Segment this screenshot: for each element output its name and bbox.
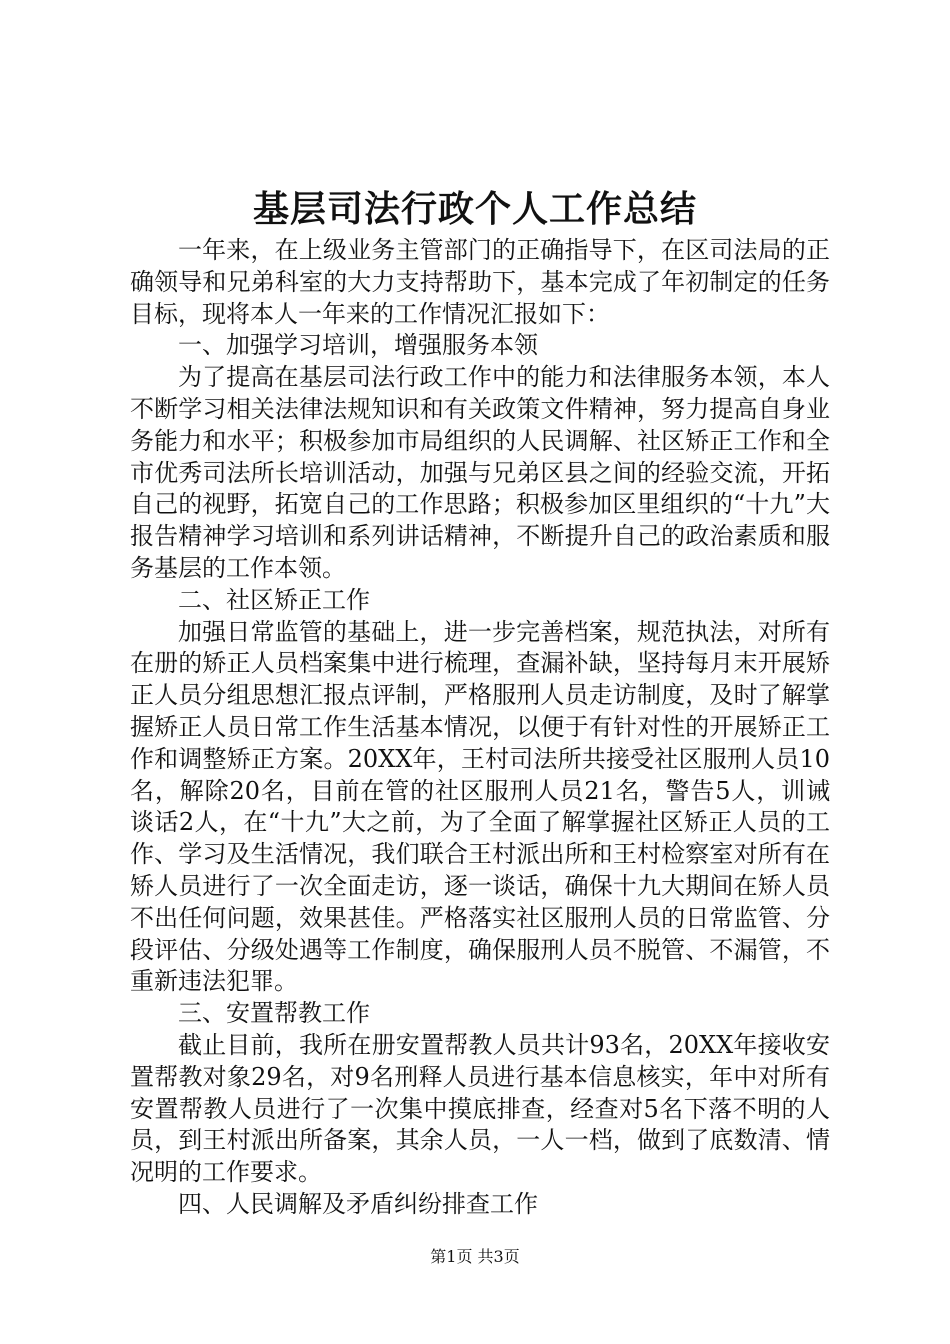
paragraph-study-training: 为了提高在基层司法行政工作中的能力和法律服务本领，本人不断学习相关法律法规知识和有关政策文件精神，努力提高自身业务能力和水平；积极参加市局组织的人民调解、社区矫正工作和全市优秀司法所长培训活动，加强与兄弟区县之间的经验交流，开拓自己的视野，拓宽自己的工作思路；积极参加区里组织的“十九”大报告精神学习培训和系列讲话精神，不断提升自己的政治素质和服务基层的工作本领。: [130, 363, 830, 582]
page-number-footer: 第1页 共3页: [430, 1247, 520, 1266]
document-title: 基层司法行政个人工作总结: [252, 188, 697, 230]
section-heading-4: 四、人民调解及矛盾纠纷排查工作: [178, 1189, 538, 1218]
section-heading-3: 三、安置帮教工作: [178, 999, 370, 1028]
paragraph-intro: 一年来，在上级业务主管部门的正确指导下，在区司法局的正确领导和兄弟科室的大力支持帮助下，基本完成了年初制定的任务目标，现将本人一年来的工作情况汇报如下：: [130, 236, 830, 328]
section-heading-2: 二、社区矫正工作: [178, 585, 370, 614]
section-heading-1: 一、加强学习培训，增强服务本领: [178, 331, 538, 360]
paragraph-resettlement: 截止目前，我所在册安置帮教人员共计93名，20XX年接收安置帮教对象29名，对9名刑释人员进行基本信息核实，年中对所有安置帮教人员进行了一次集中摸底排查，经查对5名下落不明的人员，到王村派出所备案，其余人员，一人一档，做到了底数清、情况明的工作要求。: [130, 1030, 830, 1187]
document-body: [130, 235, 830, 1221]
paragraph-community-correction: 加强日常监管的基础上，进一步完善档案，规范执法，对所有在册的矫正人员档案集中进行梳理，查漏补缺，坚持每月末开展矫正人员分组思想汇报点评制，严格服刑人员走访制度，及时了解掌握矫正人员日常工作生活基本情况，以便于有针对性的开展矫正工作和调整矫正方案。20XX年，王村司法所共接受社区服刑人员10名，解除20名，目前在管的社区服刑人员21名，警告5人，训诫谈话2人，在“十九”大之前，为了全面了解掌握社区矫正人员的工作、学习及生活情况，我们联合王村派出所和王村检察室对所有在矫人员进行了一次全面走访，逐一谈话，确保十九大期间在矫人员不出任何问题，效果甚佳。严格落实社区服刑人员的日常监管、分段评估、分级处遇等工作制度，确保服刑人员不脱管、不漏管，不重新违法犯罪。: [130, 617, 830, 996]
